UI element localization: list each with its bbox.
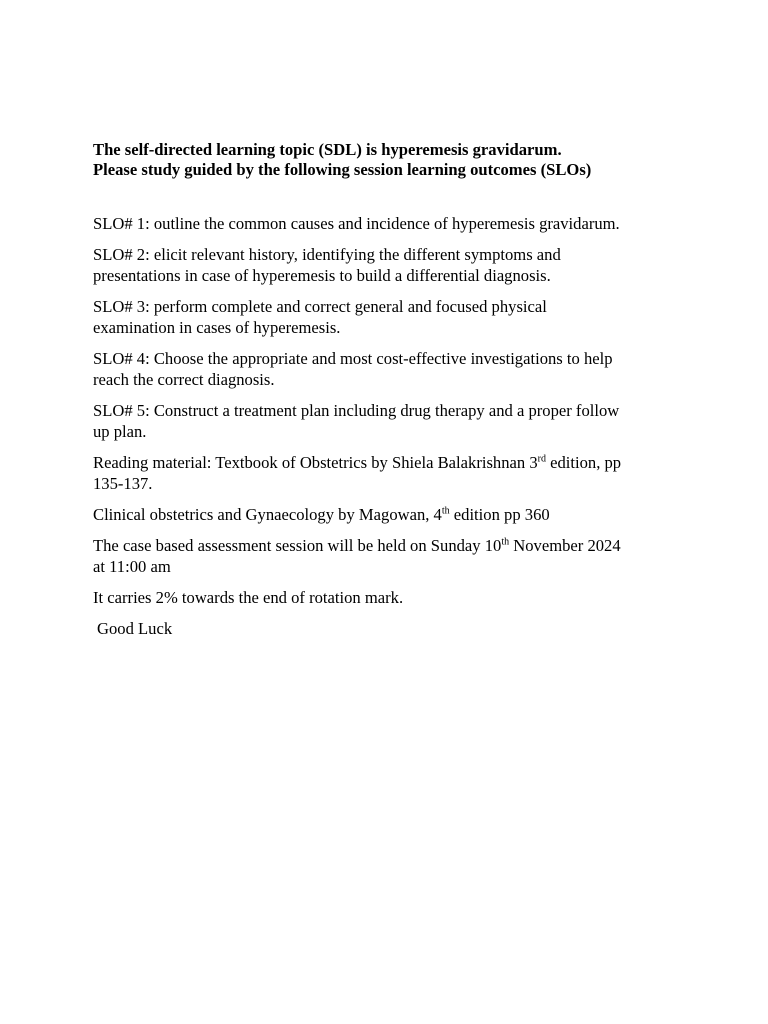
- assessment-tail: November 2024: [509, 536, 621, 555]
- reading-material-line-1: [93, 452, 693, 473]
- assessment-date-suffix: th: [501, 536, 510, 548]
- assessment-line-1: [93, 535, 693, 556]
- heading-line-1: The self-directed learning topic (SDL) is hyperemesis gravidarum.: [93, 140, 562, 159]
- reading-material-pages: 135-137.: [93, 474, 153, 493]
- clinical-reference: [93, 504, 693, 525]
- clinical-reference-tail: edition pp 360: [449, 505, 550, 524]
- clinical-edition-suffix: th: [441, 505, 450, 517]
- assessment-time: at 11:00 am: [93, 557, 171, 576]
- slo-4: [93, 348, 693, 390]
- document-heading: [93, 140, 693, 180]
- clinical-reference-text: Clinical obstetrics and Gynaecology by Magowan, 4: [93, 505, 442, 524]
- slo-2-line-2: presentations in case of hyperemesis to build a differential diagnosis.: [93, 266, 551, 285]
- closing-note: [93, 618, 693, 639]
- slo-3: [93, 296, 693, 338]
- slo-5-line-2: up plan.: [93, 422, 147, 441]
- slo-1-text: SLO# 1: outline the common causes and incidence of hyperemesis gravidarum.: [93, 214, 620, 233]
- assessment-notice: [93, 535, 693, 577]
- closing-text: Good Luck: [97, 619, 173, 638]
- assessment-text: The case based assessment session will be held on Sunday 10: [93, 536, 502, 555]
- slo-4-line-1: SLO# 4: Choose the appropriate and most cost-effective investigations to help: [93, 349, 613, 368]
- reading-edition-suffix: rd: [537, 453, 546, 465]
- reading-material-text: Reading material: Textbook of Obstetrics by Shiela Balakrishnan 3: [93, 453, 538, 472]
- clinical-reference-line: [93, 504, 693, 525]
- weighting-note: [93, 587, 693, 608]
- slo-1: [93, 213, 693, 234]
- slo-2-line-1: SLO# 2: elicit relevant history, identifying the different symptoms and: [93, 245, 561, 264]
- heading-line-2: Please study guided by the following session learning outcomes (SLOs): [93, 160, 592, 179]
- slo-3-line-1: SLO# 3: perform complete and correct general and focused physical: [93, 297, 547, 316]
- reading-material-tail: edition, pp: [545, 453, 622, 472]
- slo-4-line-2: reach the correct diagnosis.: [93, 370, 275, 389]
- weighting-text: It carries 2% towards the end of rotation mark.: [93, 588, 404, 607]
- document-body: [93, 140, 693, 639]
- slo-5: [93, 400, 693, 442]
- reading-material: [93, 452, 693, 494]
- slo-5-line-1: SLO# 5: Construct a treatment plan including drug therapy and a proper follow: [93, 401, 620, 420]
- slo-3-line-2: examination in cases of hyperemesis.: [93, 318, 341, 337]
- slo-2: [93, 244, 693, 286]
